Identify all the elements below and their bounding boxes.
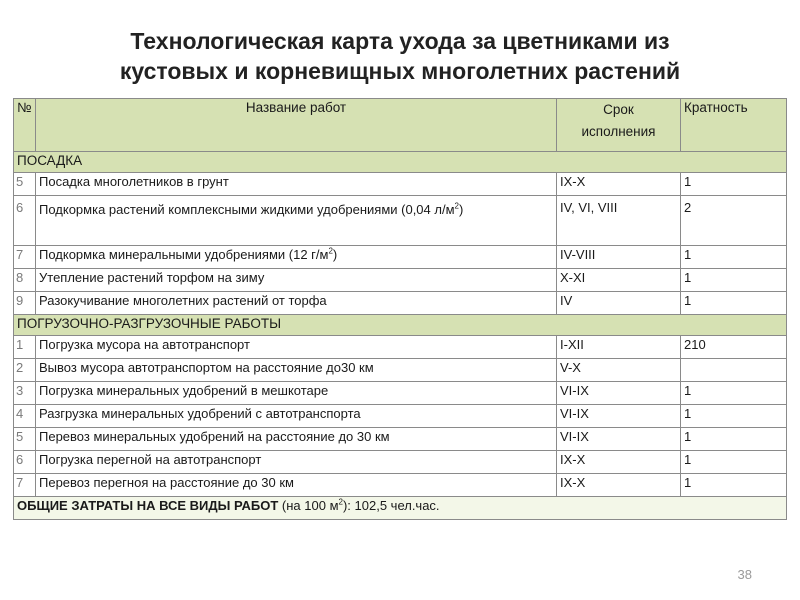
- row-term: IV, VI, VIII: [557, 196, 681, 246]
- header-num: №: [14, 99, 36, 152]
- row-term: I-XII: [557, 336, 681, 359]
- row-freq: 2: [681, 196, 787, 246]
- row-freq: 1: [681, 428, 787, 451]
- row-name: [36, 196, 557, 246]
- table-row: [14, 336, 787, 359]
- row-name: Утепление растений торфом на зиму: [36, 269, 557, 292]
- section-row-planting: [14, 152, 787, 173]
- row-term: IX-X: [557, 173, 681, 196]
- row-name: Перевоз минеральных удобрений на расстояние до 30 км: [36, 428, 557, 451]
- row-num: 6: [14, 451, 36, 474]
- row-num: 4: [14, 405, 36, 428]
- header-term: [557, 99, 681, 152]
- title-line-1: Технологическая карта ухода за цветниками из: [130, 28, 670, 54]
- row-num: 7: [14, 246, 36, 269]
- row-name-text: Подкормка минеральными удобрениями (12 г/м: [39, 247, 329, 262]
- row-name: Погрузка мусора на автотранспорт: [36, 336, 557, 359]
- row-name: Вывоз мусора автотранспортом на расстояние до30 км: [36, 359, 557, 382]
- table-row: [14, 292, 787, 315]
- slide-title: [0, 26, 800, 86]
- header-term-line1: Срок: [603, 102, 634, 117]
- table-row: [14, 474, 787, 497]
- row-num: 3: [14, 382, 36, 405]
- row-num: 5: [14, 173, 36, 196]
- row-freq: 1: [681, 269, 787, 292]
- row-name: [36, 246, 557, 269]
- tech-map-table: [13, 98, 787, 520]
- row-freq: 1: [681, 292, 787, 315]
- total-value: ): 102,5 чел.час.: [342, 498, 440, 513]
- total-label: ОБЩИЕ ЗАТРАТЫ НА ВСЕ ВИДЫ РАБОТ: [17, 498, 279, 513]
- table-row: [14, 451, 787, 474]
- section-row-loading: [14, 315, 787, 336]
- row-term: X-XI: [557, 269, 681, 292]
- row-name: Посадка многолетников в грунт: [36, 173, 557, 196]
- page-number: 38: [737, 567, 752, 582]
- row-term: IX-X: [557, 451, 681, 474]
- row-term: IX-X: [557, 474, 681, 497]
- table-row: [14, 405, 787, 428]
- header-term-line2: исполнения: [581, 124, 656, 139]
- row-freq: [681, 359, 787, 382]
- row-name: Погрузка минеральных удобрений в мешкотаре: [36, 382, 557, 405]
- row-num: 2: [14, 359, 36, 382]
- total-area-sup: 2: [338, 497, 343, 507]
- row-freq: 1: [681, 246, 787, 269]
- total-area: (на 100 м: [278, 498, 339, 513]
- row-name: Перевоз перегноя на расстояние до 30 км: [36, 474, 557, 497]
- table-row: [14, 246, 787, 269]
- row-num: 9: [14, 292, 36, 315]
- row-num: 7: [14, 474, 36, 497]
- row-name-sup: 2: [328, 246, 333, 256]
- row-name-sup: 2: [454, 201, 459, 211]
- row-num: 5: [14, 428, 36, 451]
- title-line-2: кустовых и корневищных многолетних растений: [119, 58, 681, 84]
- row-name-tail: ): [332, 247, 338, 262]
- row-name-tail: ): [458, 202, 464, 217]
- row-term: V-X: [557, 359, 681, 382]
- total-row: [14, 497, 787, 520]
- row-name: Погрузка перегной на автотранспорт: [36, 451, 557, 474]
- row-term: VI-IX: [557, 428, 681, 451]
- section-label: ПОСАДКА: [14, 152, 787, 173]
- table-row: [14, 359, 787, 382]
- row-freq: 1: [681, 173, 787, 196]
- header-freq: Кратность: [681, 99, 787, 152]
- row-freq: 1: [681, 474, 787, 497]
- row-num: 8: [14, 269, 36, 292]
- row-term: IV: [557, 292, 681, 315]
- row-term: IV-VIII: [557, 246, 681, 269]
- table-row: [14, 196, 787, 246]
- row-freq: 1: [681, 451, 787, 474]
- header-name: Название работ: [36, 99, 557, 152]
- table-row: [14, 382, 787, 405]
- total-cell: [14, 497, 787, 520]
- row-freq: 1: [681, 405, 787, 428]
- row-term: VI-IX: [557, 405, 681, 428]
- row-freq: 210: [681, 336, 787, 359]
- row-freq: 1: [681, 382, 787, 405]
- row-name-text: Подкормка растений комплексными жидкими удобрениями (0,04 л/м: [39, 202, 455, 217]
- section-label: ПОГРУЗОЧНО-РАЗГРУЗОЧНЫЕ РАБОТЫ: [14, 315, 787, 336]
- row-num: 1: [14, 336, 36, 359]
- row-name: Разокучивание многолетних растений от торфа: [36, 292, 557, 315]
- row-name: Разгрузка минеральных удобрений с автотранспорта: [36, 405, 557, 428]
- table-row: [14, 428, 787, 451]
- row-term: VI-IX: [557, 382, 681, 405]
- table-header-row: [14, 99, 787, 152]
- row-num: 6: [14, 196, 36, 246]
- table-row: [14, 269, 787, 292]
- table-row: [14, 173, 787, 196]
